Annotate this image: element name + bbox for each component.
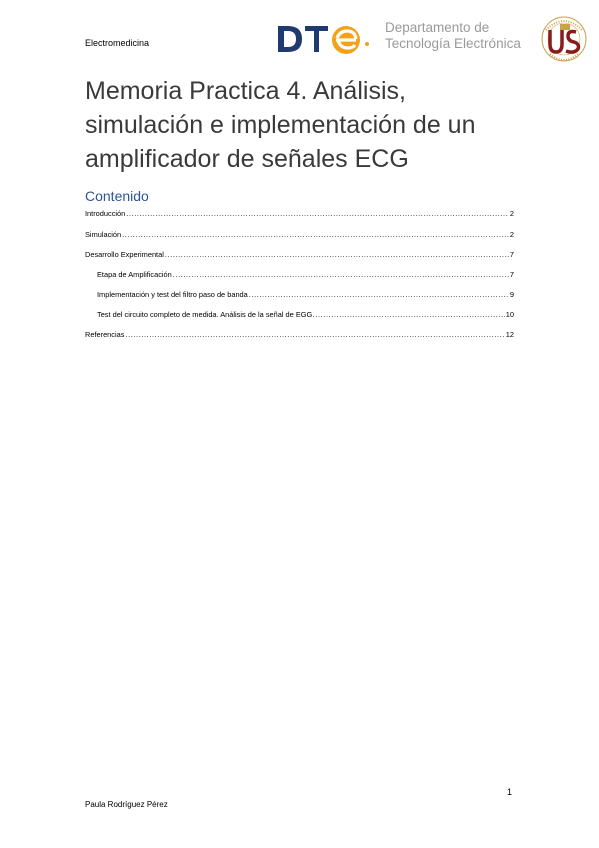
toc-entry-label: Desarrollo Experimental: [85, 250, 164, 259]
title-line-1: Memoria Practica 4. Análisis,: [85, 77, 406, 105]
toc-entry-label: Introducción: [85, 209, 126, 218]
toc-entry-label: Implementación y test del filtro paso de banda: [97, 290, 248, 299]
logo-text-line1: Departamento de: [385, 20, 490, 35]
toc-entry-filtro-paso-banda[interactable]: [97, 289, 514, 301]
toc-entry-page: 7: [509, 270, 514, 279]
document-title: [85, 74, 525, 176]
toc-entry-page: 10: [505, 310, 514, 319]
title-line-2: simulación e implementación de un: [85, 111, 476, 139]
title-line-3: amplificador de señales ECG: [85, 145, 409, 173]
toc-entry-label: Etapa de Amplificación: [97, 270, 172, 279]
toc-entry-introduccion[interactable]: [85, 208, 514, 220]
toc-entry-referencias[interactable]: [85, 329, 514, 341]
logo-text-line2: Tecnología Electrónica: [385, 36, 521, 51]
toc-entry-page: 7: [509, 250, 514, 259]
toc-entry-page: 2: [509, 209, 514, 218]
toc-leader-dots: [122, 229, 509, 241]
toc-entry-label: Test del circuito completo de medida. Análisis de la señal de EGG.: [97, 310, 315, 319]
toc-leader-dots: [249, 289, 509, 301]
university-seal-icon: [540, 14, 588, 64]
toc-entry-page: 12: [505, 330, 514, 339]
department-logo-text: [385, 20, 521, 52]
toc-leader-dots: [173, 269, 509, 281]
toc-entry-simulacion[interactable]: [85, 229, 514, 241]
toc-entry-label: Referencias: [85, 330, 125, 339]
dte-logo: [274, 18, 374, 58]
toc-leader-dots: [165, 249, 509, 261]
header-course: Electromedicina: [85, 38, 150, 48]
footer-author: Paula Rodríguez Pérez: [85, 800, 168, 809]
toc-leader-dots: [315, 309, 504, 321]
toc-leader-dots: [125, 329, 504, 341]
page-number: 1: [507, 787, 513, 797]
toc-entry-test-circuito-completo[interactable]: [97, 309, 514, 321]
toc-entry-etapa-amplificacion[interactable]: [97, 269, 514, 281]
toc-leader-dots: [126, 208, 509, 220]
toc-entry-page: 9: [509, 290, 514, 299]
toc-entry-label: Simulación: [85, 230, 122, 239]
toc-entry-page: 2: [509, 230, 514, 239]
toc-heading: Contenido: [85, 188, 149, 204]
toc-entry-desarrollo-experimental[interactable]: [85, 249, 514, 261]
